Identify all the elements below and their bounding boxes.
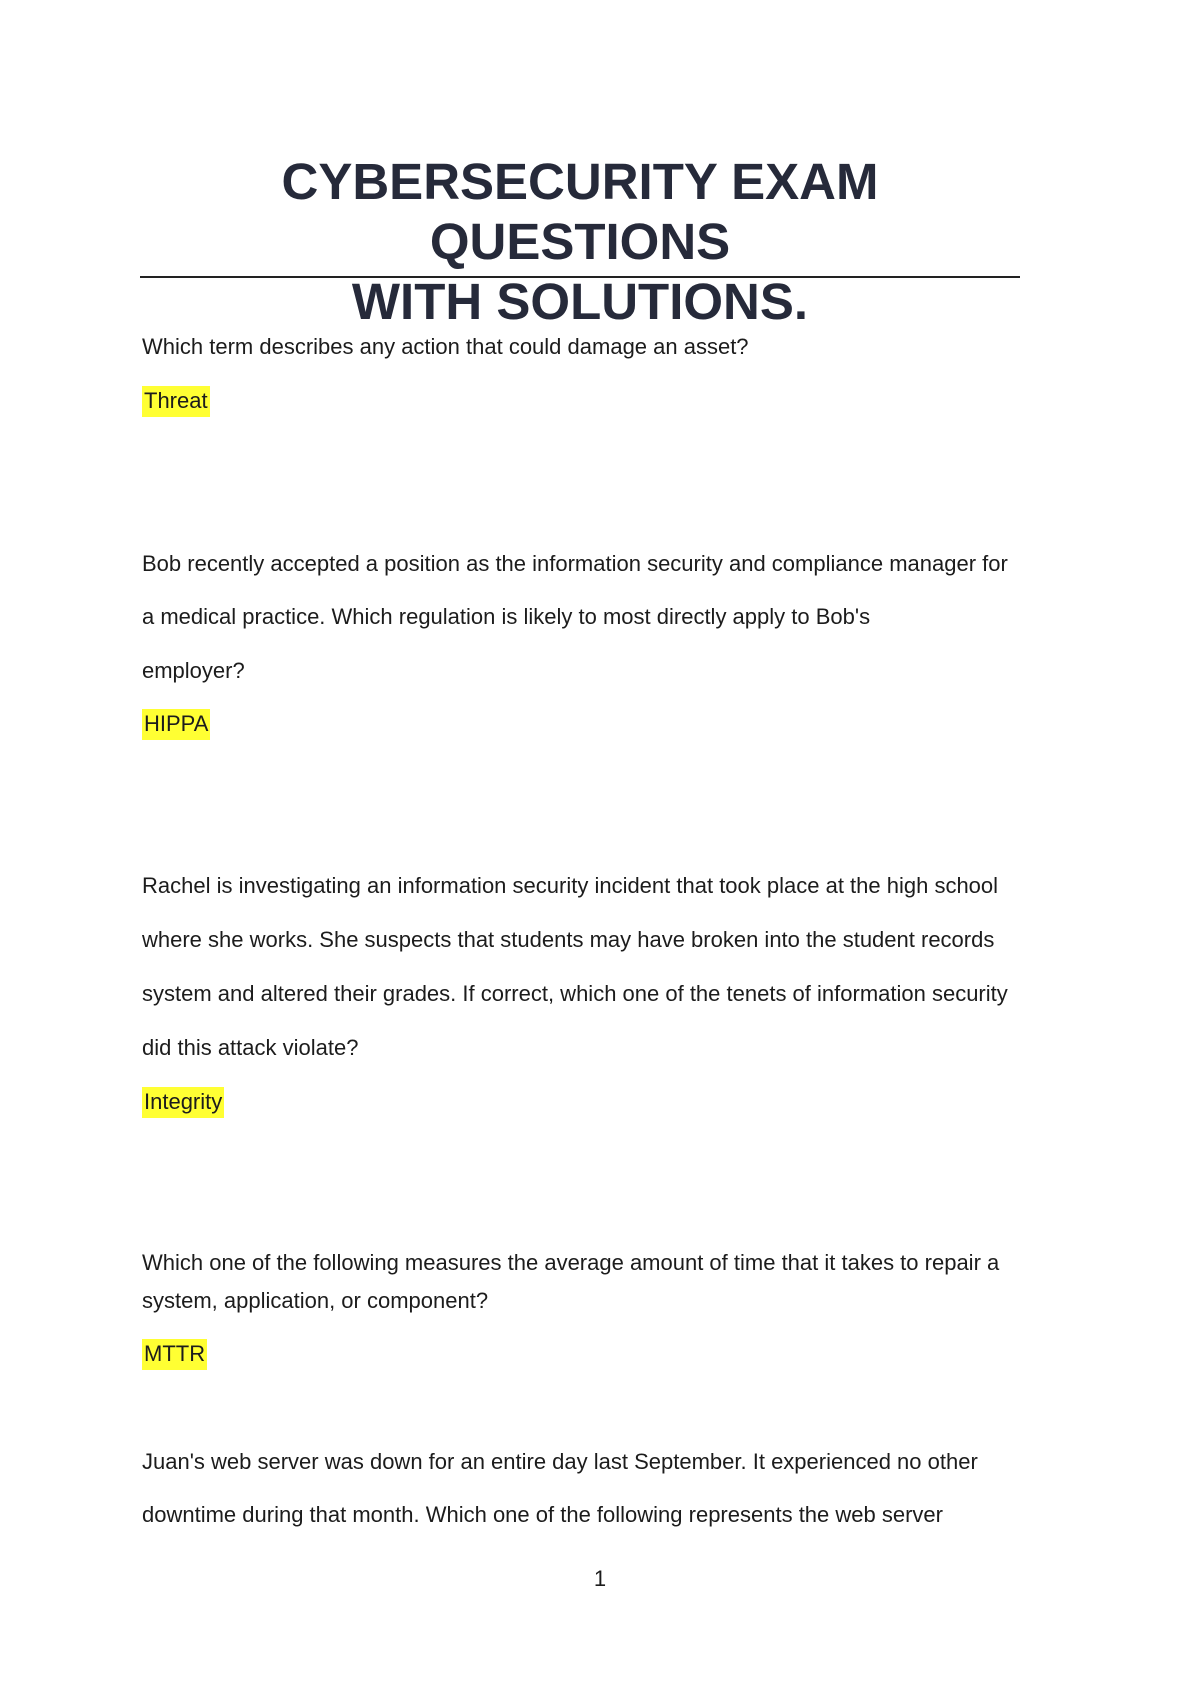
- answer-3-highlight: Integrity: [142, 1087, 224, 1118]
- answer-4-highlight: MTTR: [142, 1339, 207, 1370]
- answer-2-line: [142, 711, 1022, 737]
- question-1-line-1: Which term describes any action that could damage an asset?: [142, 334, 749, 359]
- answer-1-highlight: Threat: [142, 386, 210, 417]
- question-4-line-2: system, application, or component?: [142, 1288, 489, 1313]
- question-3-line-1: Rachel is investigating an information security incident that took place at the high school: [142, 873, 999, 898]
- title-line-1: CYBERSECURITY EXAM QUESTIONS: [281, 153, 879, 270]
- question-4-line-1: Which one of the following measures the average amount of time that it takes to repair a: [142, 1250, 1000, 1275]
- question-3-line-2: where she works. She suspects that students may have broken into the student records: [142, 927, 995, 952]
- title-line-2: WITH SOLUTIONS.: [351, 273, 809, 330]
- answer-3-line: [142, 1089, 1022, 1115]
- question-2-line-3: employer?: [142, 658, 245, 683]
- question-5-line-1: Juan's web server was down for an entire day last September. It experienced no other: [142, 1449, 978, 1474]
- answer-1-line: [142, 388, 1022, 414]
- question-3-line-4: did this attack violate?: [142, 1035, 359, 1060]
- question-3-line-3: system and altered their grades. If correct, which one of the tenets of information security: [142, 981, 1008, 1006]
- title-underline: [140, 276, 1020, 278]
- question-2-line-1: Bob recently accepted a position as the information security and compliance manager for: [142, 551, 1008, 576]
- question-2-line-2: a medical practice. Which regulation is likely to most directly apply to Bob's: [142, 604, 871, 629]
- answer-4-line: [142, 1341, 1022, 1367]
- answer-2-highlight: HIPPA: [142, 709, 210, 740]
- page-number: 1: [593, 1566, 607, 1591]
- page-title: [140, 152, 1020, 332]
- question-5-line-2: downtime during that month. Which one of the following represents the web server: [142, 1502, 943, 1527]
